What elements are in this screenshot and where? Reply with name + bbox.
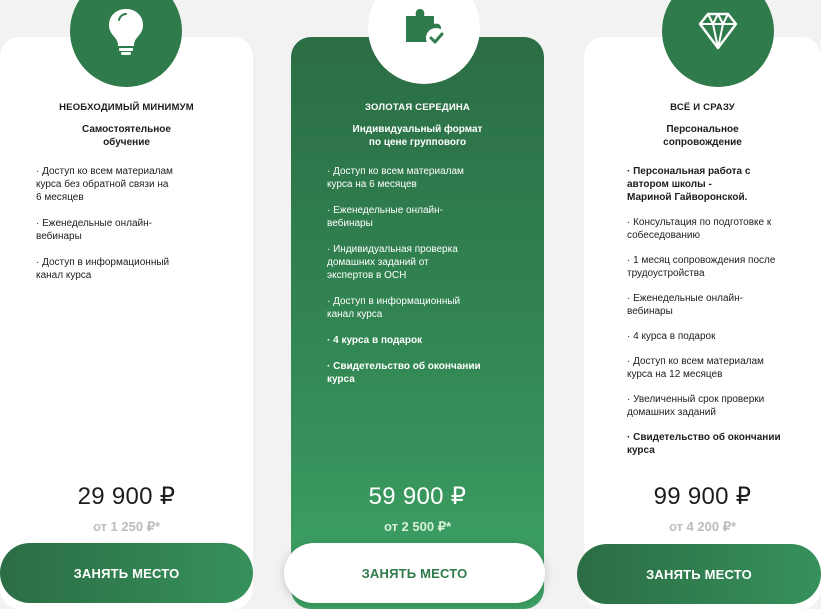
- plan-card-all-in: [584, 37, 821, 609]
- book-place-button[interactable]: ЗАНЯТЬ МЕСТО: [284, 543, 545, 603]
- plan-card-minimum: [0, 37, 253, 609]
- feature-item: · Увеличенный срок проверки домашних заданий: [627, 394, 765, 418]
- feature-list: [327, 165, 524, 399]
- plan-price-monthly: от 1 250 ₽*: [92, 519, 161, 534]
- plan-price-monthly: от 2 500 ₽*: [383, 519, 452, 534]
- feature-item: · Консультация по подготовке к собеседованию: [627, 217, 772, 241]
- feature-item: · Еженедельные онлайн- вебинары: [36, 218, 152, 242]
- feature-item: · Доступ в информационный канал курса: [327, 296, 461, 320]
- feature-item: · Доступ в информационный канал курса: [36, 257, 170, 281]
- book-place-button[interactable]: ЗАНЯТЬ МЕСТО: [0, 543, 253, 603]
- lightbulb-icon: [70, 0, 182, 87]
- feature-item: · Доступ ко всем материалам курса без обратной связи на 6 месяцев: [36, 166, 173, 203]
- plan-card-golden: [291, 37, 544, 609]
- feature-item: · Доступ ко всем материалам курса на 6 месяцев: [327, 166, 464, 190]
- diamond-icon: [662, 0, 774, 87]
- feature-list: [36, 165, 233, 295]
- feature-item: · Свидетельство об окончании курса: [327, 361, 481, 385]
- feature-list: [627, 165, 809, 469]
- plan-price: 29 900 ₽: [77, 483, 176, 510]
- plan-title: НЕОБХОДИМЫЙ МИНИМУМ: [59, 102, 194, 113]
- book-place-button[interactable]: ЗАНЯТЬ МЕСТО: [577, 544, 821, 604]
- feature-item: · Еженедельные онлайн- вебинары: [327, 205, 443, 229]
- plan-price: 59 900 ₽: [368, 483, 467, 510]
- feature-item: · Индивидуальная проверка домашних заданий от экспертов в ОСН: [327, 244, 458, 281]
- plan-price-monthly: от 4 200 ₽*: [668, 519, 737, 534]
- feature-item: · Свидетельство об окончании курса: [627, 432, 781, 456]
- plan-title: ЗОЛОТАЯ СЕРЕДИНА: [365, 102, 470, 113]
- feature-item: · 1 месяц сопровождения после трудоустройства: [627, 255, 776, 279]
- feature-item: · 4 курса в подарок: [327, 335, 423, 346]
- feature-item: · Еженедельные онлайн- вебинары: [627, 293, 743, 317]
- plan-subtitle: Самостоятельное обучение: [82, 124, 171, 148]
- plan-subtitle: Персональное сопровождение: [663, 124, 742, 148]
- feature-item: · Персональная работа с автором школы - Мариной Гайворонской.: [627, 166, 751, 203]
- plan-price: 99 900 ₽: [653, 483, 752, 510]
- feature-item: · Доступ ко всем материалам курса на 12 месяцев: [627, 356, 764, 380]
- plan-title: ВСЁ И СРАЗУ: [670, 102, 735, 113]
- feature-item: · 4 курса в подарок: [627, 331, 716, 342]
- plan-subtitle: Индивидуальный формат по цене группового: [352, 124, 483, 148]
- puzzle-check-icon: [368, 0, 480, 84]
